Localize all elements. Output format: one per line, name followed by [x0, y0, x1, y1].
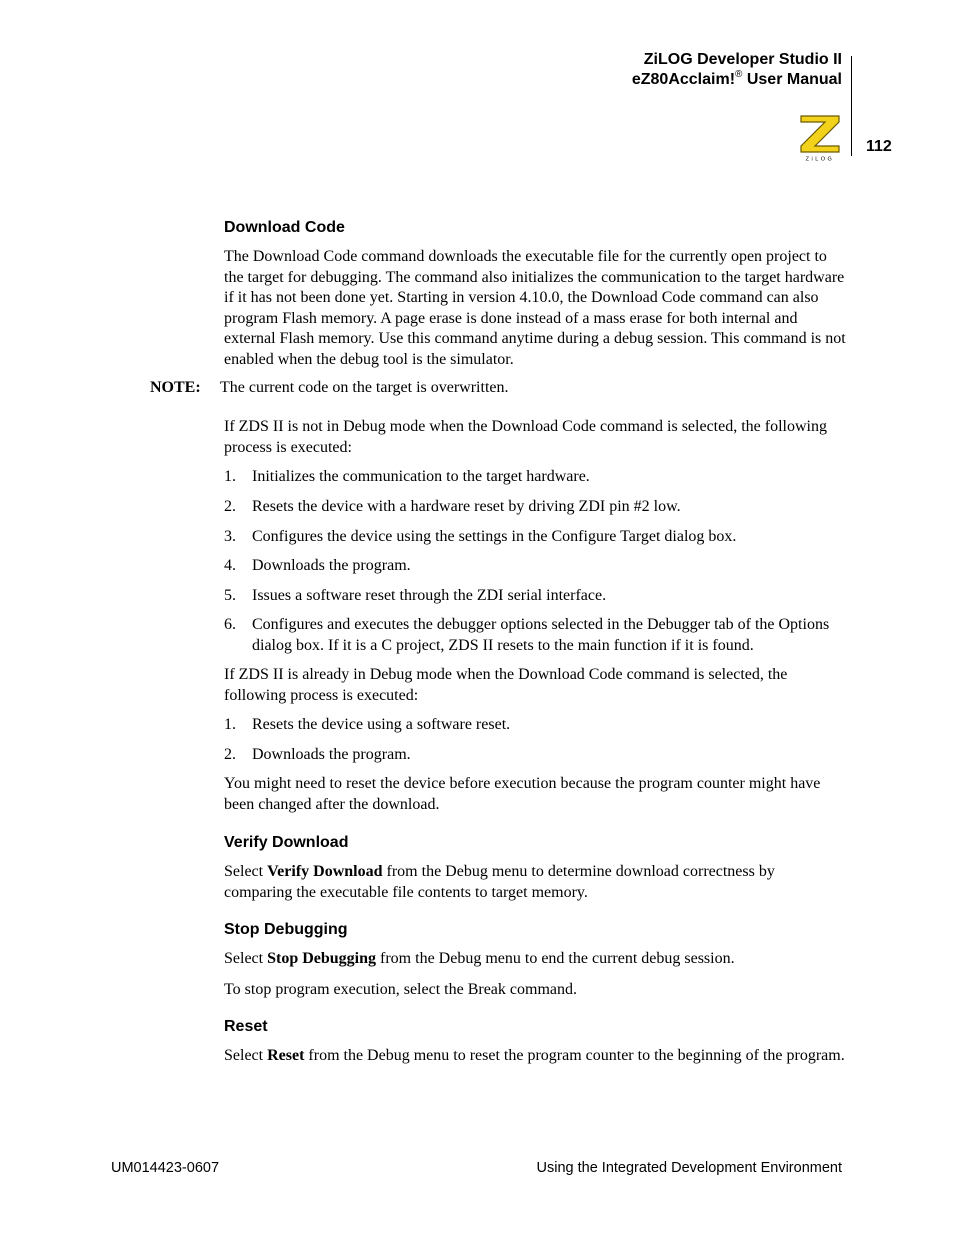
reset-before-execution-paragraph: You might need to reset the device before execution because the program counter might have been changed after the download. [224, 775, 821, 813]
heading-verify-download: Verify Download [224, 834, 349, 851]
footer-document-id: UM014423-0607 [111, 1160, 220, 1176]
header-subtitle [632, 71, 842, 89]
stop-debugging-command: Stop Debugging [267, 950, 377, 967]
manual-label: User Manual [742, 71, 842, 88]
heading-stop-debugging: Stop Debugging [224, 921, 348, 938]
list-item: 1. Resets the device using a software reset. [224, 716, 511, 733]
heading-download-code: Download Code [224, 219, 345, 236]
note-text: The current code on the target is overwritten. [220, 379, 509, 396]
list-item: 1. Initializes the communication to the target hardware. [224, 468, 590, 485]
footer-chapter-title: Using the Integrated Development Environment [536, 1160, 842, 1176]
reset-command: Reset [267, 1047, 305, 1064]
list-item: 5. Issues a software reset through the ZDI serial interface. [224, 587, 607, 604]
debug-mode-paragraph: If ZDS II is already in Debug mode when the Download Code command is selected, the following process is executed: [224, 666, 788, 704]
verify-download-command: Verify Download [267, 863, 383, 880]
registered-mark: ® [735, 69, 743, 80]
list-item: 2. Downloads the program. [224, 746, 411, 763]
heading-reset: Reset [224, 1018, 268, 1035]
reset-paragraph: Select Reset from the Debug menu to reset the program counter to the beginning of the program. [224, 1047, 845, 1064]
list-item: 2. Resets the device with a hardware reset by driving ZDI pin #2 low. [224, 498, 681, 515]
product-name: eZ80Acclaim! [631, 71, 736, 88]
list-item: 4. Downloads the program. [224, 557, 411, 574]
list-item: 6. Configures and executes the debugger options selected in the Debugger tab of the Options dialog box. If it is a C project, ZDS II resets to the main function if it is found. [224, 616, 830, 654]
zilog-logo-icon [795, 112, 845, 162]
logo-wordmark: ZiLOG [805, 156, 835, 162]
list-item: 3. Configures the device using the settings in the Configure Target dialog box. [224, 528, 737, 545]
header-title: ZiLOG Developer Studio II [643, 51, 842, 68]
page-number: 112 [866, 138, 892, 155]
download-code-paragraph: The Download Code command downloads the executable file for the currently open project to the target for debugging. The command also initializes the communication to the target hardware if it has not been done yet. Starting in version 4.10.0, the Download Code command can also program Flash memory. A page erase is done instead of a mass erase for both internal and external Flash memory. Use this command anytime during a debug session. This command is not enabled when the debug tool is the simulator. [224, 248, 846, 368]
verify-download-paragraph: Select Verify Download from the Debug menu to determine download correctness by comparing the executable file contents to target memory. [224, 863, 775, 901]
header-divider [851, 56, 852, 156]
break-command-paragraph: To stop program execution, select the Break command. [224, 981, 577, 998]
note-label: NOTE: [150, 379, 201, 396]
not-debug-mode-paragraph: If ZDS II is not in Debug mode when the Download Code command is selected, the following process is executed: [224, 418, 827, 456]
stop-debugging-paragraph: Select Stop Debugging from the Debug menu to end the current debug session. [224, 950, 735, 967]
